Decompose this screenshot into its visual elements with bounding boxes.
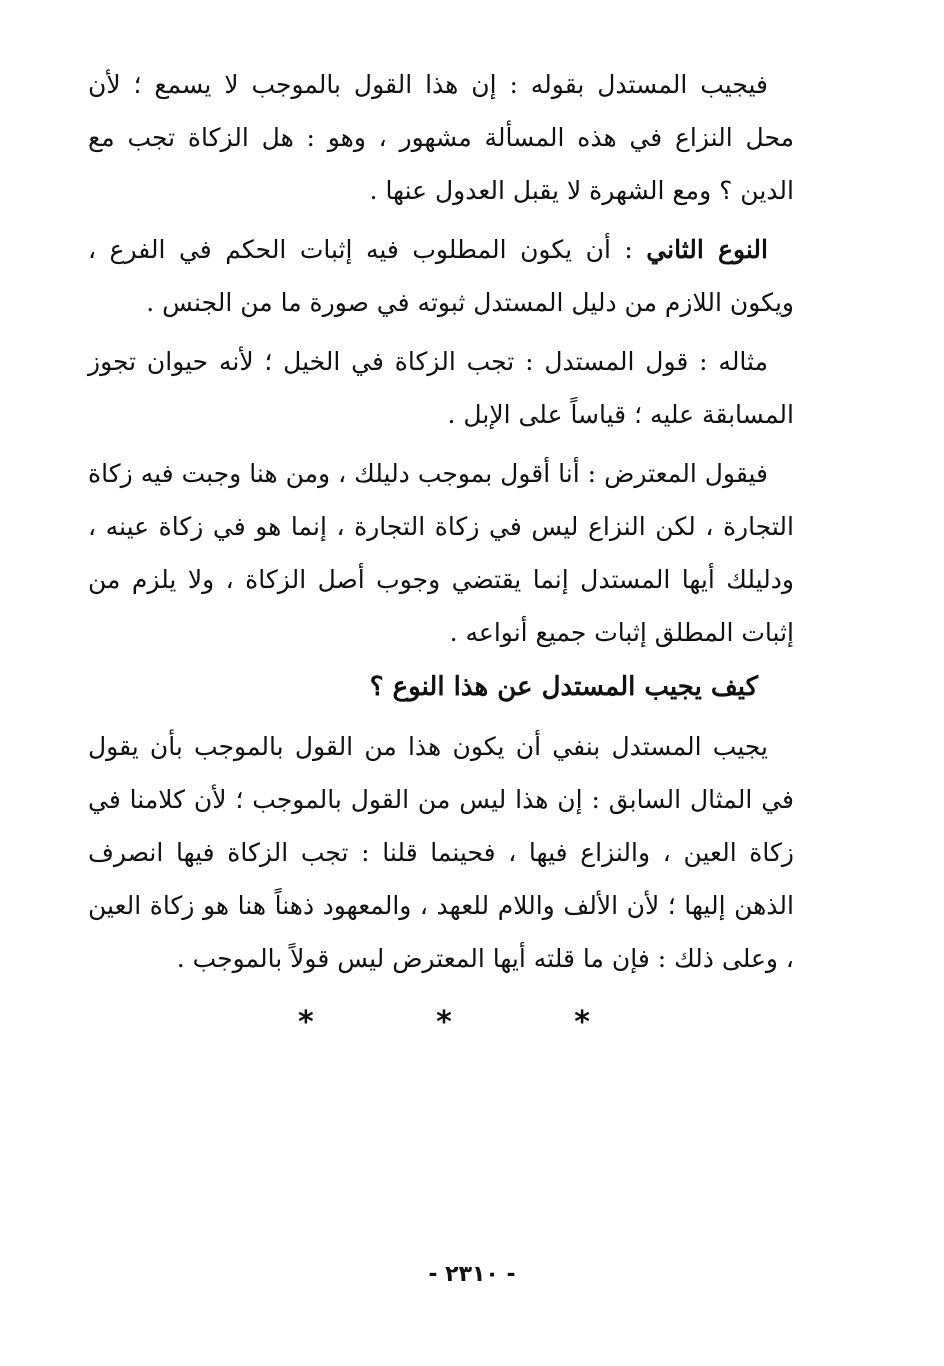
paragraph-2-body: : أن يكون المطلوب فيه إثبات الحكم في الفرع ، ويكون اللازم من دليل المستدل ثبوته في صورة ما من الجنس . (88, 235, 794, 317)
paragraph-3: مثاله : قول المستدل : تجب الزكاة في الخيل ؛ لأنه حيوان تجوز المسابقة عليه ؛ قياساً على الإبل . (88, 347, 794, 429)
paragraph-2 (88, 223, 794, 329)
page-number: - ٢٣١٠ - (428, 1262, 516, 1287)
section-separator: * * * (298, 1005, 646, 1040)
section-heading: كيف يجيب المستدل عن هذا النوع ؟ (369, 672, 758, 702)
paragraph-5: يجيب المستدل بنفي أن يكون هذا من القول بالموجب بأن يقول في المثال السابق : إن هذا ليس من القول بالموجب ؛ لأن كلامنا في زكاة العين ، والنزاع فيها ، فحينما قلنا : تجب الزكاة فيها انصرف الذهن إليها ؛ لأن الألف واللام للعهد ، والمعهود ذهناً هنا هو زكاة العين ، وعلى ذلك : فإن ما قلته أيها المعترض ليس قولاً بالموجب . (88, 732, 794, 973)
paragraph-1: فيجيب المستدل بقوله : إن هذا القول بالموجب لا يسمع ؛ لأن محل النزاع في هذه المسألة مشهور ، وهو : هل الزكاة تجب مع الدين ؟ ومع الشهرة لا يقبل العدول عنها . (88, 70, 794, 205)
page-body (88, 58, 794, 991)
paragraph-2-lead: النوع الثاني (646, 235, 768, 264)
paragraph-4: فيقول المعترض : أنا أقول بموجب دليلك ، ومن هنا وجبت فيه زكاة التجارة ، لكن النزاع ليس في زكاة التجارة ، إنما هو في زكاة عينه ، ودليلك أيها المستدل إنما يقتضي وجوب أصل الزكاة ، ولا يلزم من إثبات المطلق إثبات جميع أنواعه . (88, 459, 794, 647)
